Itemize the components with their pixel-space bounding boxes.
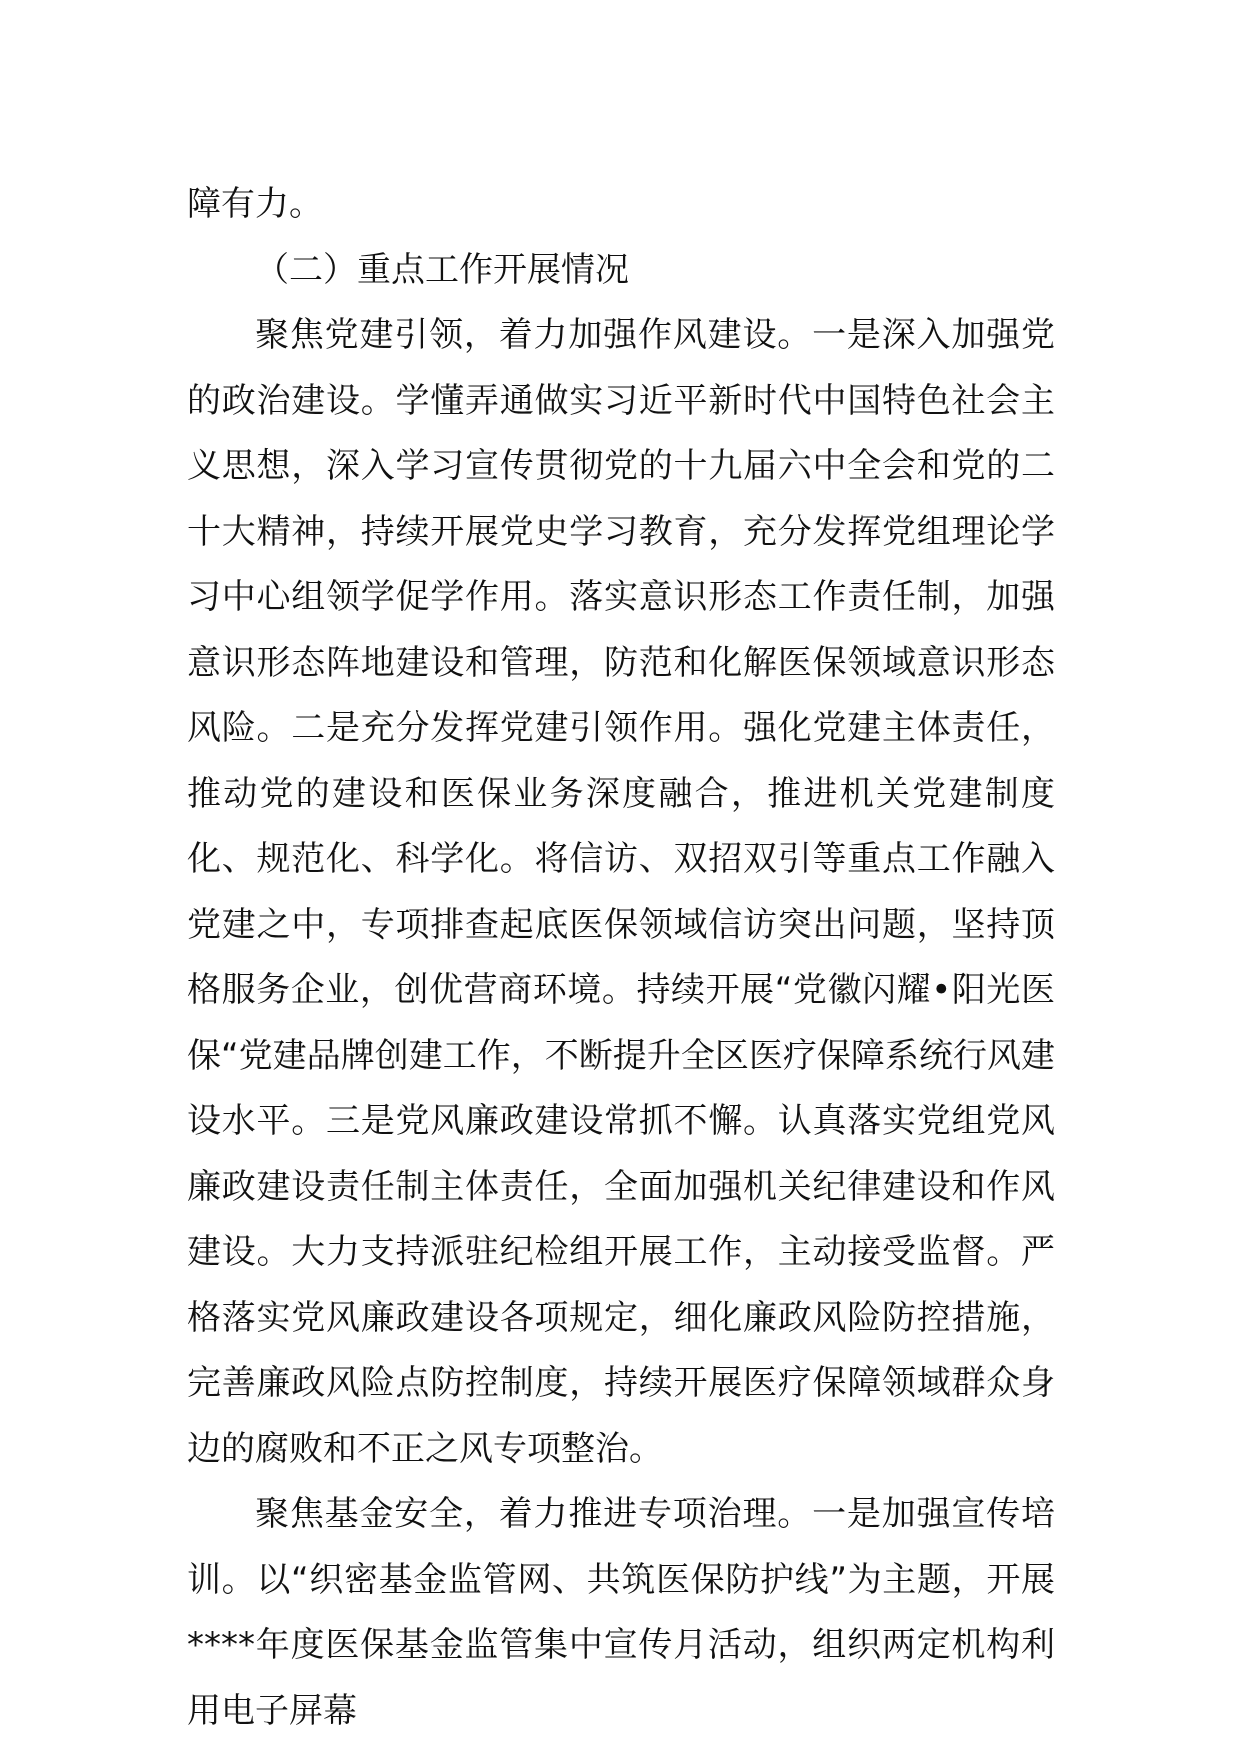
paragraph-party-building: 聚焦党建引领，着力加强作风建设。一是深入加强党的政治建设。学懂弄通做实习近平新时代中国特色社会主义思想，深入学习宣传贯彻党的十九届六中全会和党的二十大精神，持续开展党史学习教育，充分发挥党组理论学习中心组领学促学作用。落实意识形态工作责任制，加强意识形态阵地建设和管理，防范和化解医保领域意识形态风险。二是充分发挥党建引领作用。强化党建主体责任，推动党的建设和医保业务深度融合，推进机关党建制度化、规范化、科学化。将信访、双招双引等重点工作融入党建之中，专项排查起底医保领域信访突出问题，坚持顶格服务企业，创优营商环境。持续开展“党徽闪耀•阳光医保“党建品牌创建工作，不断提升全区医疗保障系统行风建设水平。三是党风廉政建设常抓不懈。认真落实党组党风廉政建设责任制主体责任，全面加强机关纪律建设和作风建设。大力支持派驻纪检组开展工作，主动接受监督。严格落实党风廉政建设各项规定，细化廉政风险防控措施，完善廉政风险点防控制度，持续开展医疗保障领域群众身边的腐败和不正之风专项整治。 — [187, 315, 1055, 1469]
paragraph-fund-safety: 聚焦基金安全，着力推进专项治理。一是加强宣传培训。以“织密基金监管网、共筑医保防护线”为主题，开展****年度医保基金监管集中宣传月活动，组织两定机构利用电子屏幕 — [187, 1494, 1055, 1731]
section-heading: （二）重点工作开展情况 — [255, 249, 629, 290]
document-body — [187, 172, 1055, 1744]
continuation-text: 障有力。 — [187, 184, 323, 224]
